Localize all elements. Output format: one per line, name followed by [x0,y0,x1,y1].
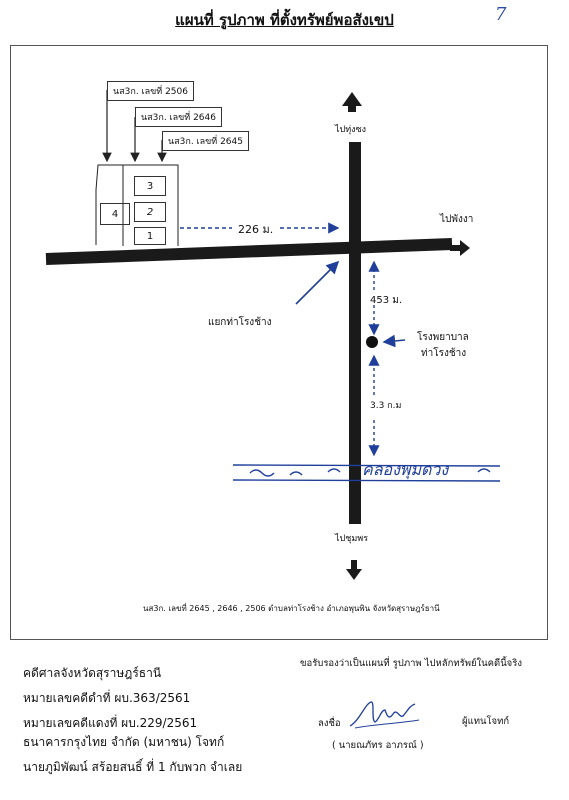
deed-box-2645: นส3ก. เลขที่ 2645 [162,131,249,151]
distance-south-label-2: 3.3 ก.ม [370,401,402,411]
road-east-west [46,244,452,259]
hospital-marker [366,336,378,348]
label-north: ไปทุ่งซง [335,125,367,135]
signer-name: ( นายณภัทร อาภรณ์ ) [332,740,424,751]
signer-role: ผู้แทนโจทก์ [462,716,510,727]
canal-label: คลองพุมดวง [362,460,449,479]
plaintiff-name: ธนาคารกรุงไทย จำกัด (มหาชน) โจทก์ [23,735,225,749]
distance-south-label-1: 453 ม. [370,295,403,306]
hospital-label-line2: ท่าโรงช้าง [421,348,467,359]
deed-box-2506: นส3ก. เลขที่ 2506 [107,81,194,101]
deed-box-2646: นส3ก. เลขที่ 2646 [135,107,222,127]
arrow-north-icon [342,92,362,112]
distance-west-label: 226 ม. [238,223,274,236]
document-title: แผนที่ รูปภาพ ที่ตั้งทรัพย์พอสังเขป [175,11,394,29]
arrow-south-icon [346,560,362,580]
sign-label: ลงชื่อ [318,718,341,729]
court-name: คดีศาลจังหวัดสุราษฎร์ธานี [23,666,162,680]
parcel-3: 3 [134,176,166,196]
signature [345,698,425,734]
parcel-4: 4 [100,203,130,225]
handwritten-page-number: 7 [495,4,507,25]
black-case-number: หมายเลขคดีดำที่ ผบ.363/2561 [23,691,191,705]
defendant-name: นายภูมิพัฒน์ สร้อยสนธิ์ ที่ 1 กับพวก จำเลย [23,760,243,774]
map-caption: นส3ก. เลขที่ 2645 , 2646 , 2506 ตำบลท่าโรงช้าง อำเภอพุนพิน จังหวัดสุราษฎร์ธานี [143,604,440,613]
parcel-2: 2 [134,202,166,222]
junction-label: แยกท่าโรงช้าง [208,317,272,328]
label-south: ไปชุมพร [335,534,369,544]
parcel-1: 1 [134,227,166,245]
hospital-label-line1: โรงพยาบาล [417,332,469,343]
arrow-east-icon [450,240,470,256]
hospital-pointer [384,340,405,342]
red-case-number: หมายเลขคดีแดงที่ ผบ.229/2561 [23,716,198,730]
junction-pointer [296,262,338,304]
certify-text: ขอรับรองว่าเป็นแผนที่ รูปภาพ ไปหลักทรัพย์ในคดีนี้จริง [300,658,522,669]
label-east: ไปพังงา [440,214,474,225]
